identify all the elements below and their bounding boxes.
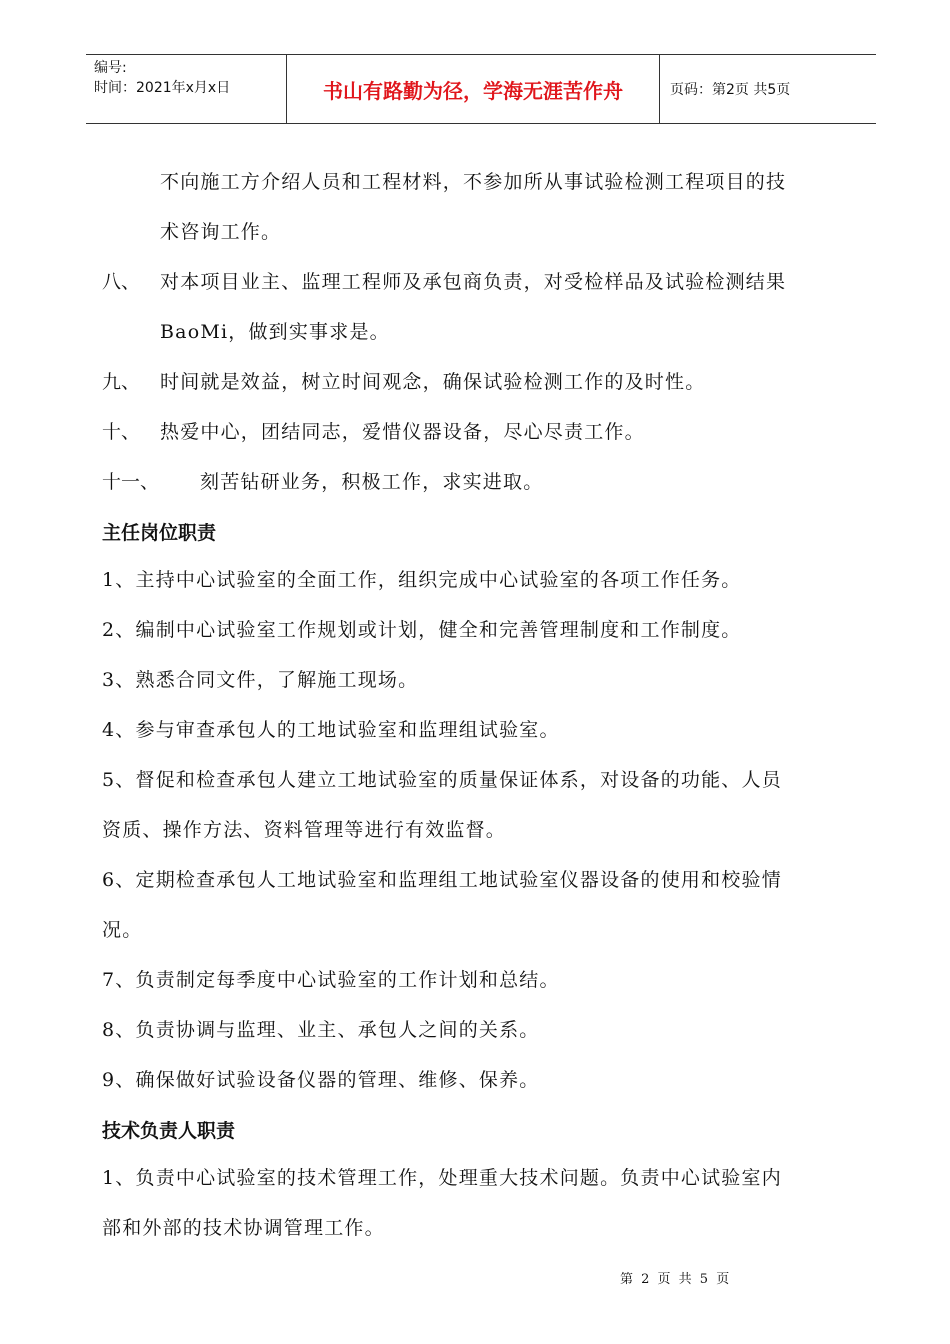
duty-item: 1、主持中心试验室的全面工作，组织完成中心试验室的各项工作任务。 [102, 569, 742, 591]
paragraph-line: BaoMi，做到实事求是。 [160, 321, 390, 343]
number-label: 编号: [94, 60, 127, 76]
duty-item: 7、负责制定每季度中心试验室的工作计划和总结。 [102, 969, 560, 991]
duty-item: 6、定期检查承包人工地试验室和监理组工地试验室仪器设备的使用和校验情 [102, 869, 782, 891]
paragraph-line: 术咨询工作。 [160, 221, 282, 243]
duty-item: 4、参与审查承包人的工地试验室和监理组试验室。 [102, 719, 560, 741]
list-item-10 [102, 420, 645, 444]
list-item-8 [102, 270, 786, 294]
duty-item: 8、负责协调与监理、业主、承包人之间的关系。 [102, 1019, 540, 1041]
time-label: 时间：2021年x月x日 [94, 80, 231, 96]
list-text: 时间就是效益，树立时间观念，确保试验检测工作的及时性。 [160, 371, 706, 393]
duty-item: 9、确保做好试验设备仪器的管理、维修、保养。 [102, 1069, 540, 1091]
list-number: 十一、 [102, 471, 160, 493]
page-footer: 第 2 页 共 5 页 [620, 1272, 732, 1287]
duty-item: 5、督促和检查承包人建立工地试验室的质量保证体系，对设备的功能、人员 [102, 769, 782, 791]
list-text: 热爱中心，团结同志，爱惜仪器设备，尽心尽责工作。 [160, 421, 645, 443]
duty-item: 部和外部的技术协调管理工作。 [102, 1217, 385, 1239]
section-heading-technical: 技术负责人职责 [102, 1120, 236, 1142]
list-number: 九、 [102, 371, 141, 393]
list-item-11 [102, 470, 543, 494]
motto: 书山有路勤为径，学海无涯苦作舟 [286, 55, 660, 123]
list-text: 刻苦钻研业务，积极工作，求实进取。 [200, 471, 544, 493]
duty-item: 2、编制中心试验室工作规划或计划，健全和完善管理制度和工作制度。 [102, 619, 742, 641]
list-item-9 [102, 370, 705, 394]
header-info [94, 58, 230, 98]
page-label: 页码：第2页 共5页 [670, 82, 791, 98]
duty-item: 况。 [102, 919, 143, 941]
section-heading-director: 主任岗位职责 [102, 522, 217, 544]
page-header [86, 54, 876, 124]
duty-item: 资质、操作方法、资料管理等进行有效监督。 [102, 819, 507, 841]
duty-item: 3、熟悉合同文件，了解施工现场。 [102, 669, 419, 691]
duty-item: 1、负责中心试验室的技术管理工作，处理重大技术问题。负责中心试验室内 [102, 1167, 782, 1189]
list-number: 八、 [102, 271, 141, 293]
list-text: 对本项目业主、监理工程师及承包商负责，对受检样品及试验检测结果 [160, 271, 787, 293]
list-number: 十、 [102, 421, 141, 443]
paragraph-line: 不向施工方介绍人员和工程材料，不参加所从事试验检测工程项目的技 [160, 171, 787, 193]
